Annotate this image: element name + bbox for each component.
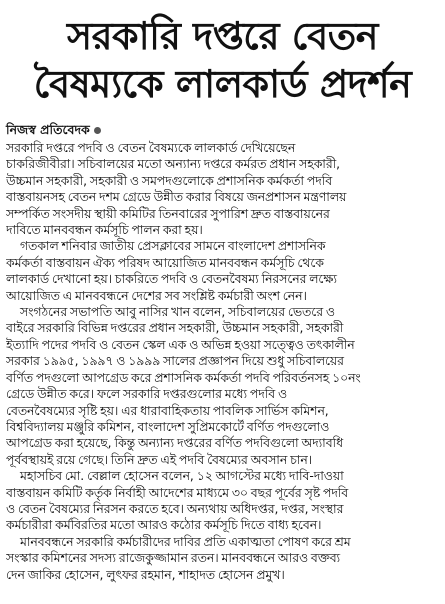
bullet-icon bbox=[94, 127, 101, 134]
text-line: দাবিতে মানববন্ধন কর্মসূচি পালন করা হয়। bbox=[6, 223, 203, 238]
headline bbox=[0, 12, 445, 108]
text-line: দেন জাকির হোসেন, লুৎফর রহমান, শাহাদত হোসেন প্রমুখ। bbox=[6, 567, 285, 582]
text-line: লালকার্ড দেখানো হয়। চাকরিতে পদবি ও বেতনবৈষম্য নিরসনের লক্ষ্যে bbox=[6, 272, 337, 287]
text-line: বাস্তবায়নসহ বেতন দশম গ্রেডে উন্নীত করার বিষয়ে জনপ্রশাসন মন্ত্রণালয় bbox=[6, 190, 347, 205]
text-line: ইত্যাদি পদের পদবি ও বেতন স্কেল এক ও অভিন্ন হওয়া সত্ত্বেও তৎকালীন bbox=[6, 337, 355, 352]
text-line: ও বেতন বৈষম্যের নিরসন করতে হবে। অন্যথায় অধিদপ্তর, দপ্তর, সংস্থার bbox=[6, 501, 344, 516]
headline-line-2: বৈষম্যকে লালকার্ড প্রদর্শন bbox=[33, 62, 412, 106]
text-line: গতকাল শনিবার জাতীয় প্রেসক্লাবের সামনে বাংলাদেশ প্রশাসনিক bbox=[20, 239, 326, 254]
text-line: মানববন্ধনে সরকারি কর্মচারীদের দাবির প্রতি একাত্মতা পোষণ করে শ্রম bbox=[20, 534, 351, 549]
text-line: আপগ্রেড করা হয়েছে, কিন্তু অন্যান্য দপ্তরের বর্ণিত পদবিগুলো অদ্যাবধি bbox=[6, 436, 343, 451]
text-line: আয়োজিত এ মানববন্ধনে দেশের সব সংশ্লিষ্ট কর্মচারী অংশ নেন। bbox=[6, 288, 307, 303]
text-line: গ্রেডে উন্নীত করে। ফলে সরকারি দপ্তরগুলোর মধ্যে পদবি ও bbox=[6, 387, 288, 402]
byline bbox=[6, 122, 445, 138]
text-line: চাকরিজীবীরা। সচিবালয়ের মতো অন্যান্য দপ্তরে কর্মরত প্রধান সহকারী, bbox=[6, 157, 341, 172]
text-line: বিশ্ববিদ্যালয় মঞ্জুরি কমিশন, বাংলাদেশ সুপ্রিমকোর্টে বর্ণিত পদগুলোও bbox=[6, 419, 330, 434]
text-line: বর্ণিত পদগুলো আপগ্রেড করে প্রশাসনিক কর্মকর্তা পদবি পরিবর্তনসহ ১০নং bbox=[6, 370, 361, 385]
headline-line-1: সরকারি দপ্তরে বেতন bbox=[67, 14, 378, 58]
article-body bbox=[6, 140, 441, 583]
text-line: কর্মকর্তা বাস্তবায়ন ঐক্য পরিষদ আয়োজিত মানববন্ধন কর্মসূচি থেকে bbox=[6, 255, 324, 270]
paragraph bbox=[6, 468, 441, 534]
text-line: সরকারি দপ্তরে পদবি ও বেতন বৈষম্যকে লালকার্ড দেখিয়েছেন bbox=[6, 141, 296, 155]
text-line: বাইরে সরকারি বিভিন্ন দপ্তরের প্রধান সহকারী, উচ্চমান সহকারী, সহকারী bbox=[6, 321, 344, 336]
text-line: কর্মচারীরা কর্মবিরতির মতো আরও কঠোর কর্মসূচি দিতে বাধ্য হবেন। bbox=[6, 518, 322, 533]
text-line: সংগঠনের সভাপতি আবু নাসির খান বলেন, সচিবালয়ের ভেতরে ও bbox=[20, 305, 335, 320]
paragraph bbox=[6, 140, 441, 238]
text-line: মহাসচিব মো. বেল্লাল হোসেন বলেন, ১২ আগস্টের মধ্যে দাবি-দাওয়া bbox=[20, 469, 344, 484]
text-line: সম্পর্কিত সংসদীয় স্থায়ী কমিটির তিনবারের সুপারিশ দ্রুত বাস্তবায়নের bbox=[6, 206, 330, 221]
paragraph bbox=[6, 238, 441, 304]
text-line: উচ্চমান সহকারী, সহকারী ও সমপদগুলোকে প্রশাসনিক কর্মকর্তা পদবি bbox=[6, 173, 333, 188]
paragraph bbox=[6, 534, 441, 583]
text-line: বেতনবৈষম্যের সৃষ্টি হয়। এর ধারাবাহিকতায় পাবলিক সার্ভিস কমিশন, bbox=[6, 403, 329, 418]
text-line: সরকার ১৯৯৫, ১৯৯৭ ও ১৯৯৯ সালের প্রজ্ঞাপন দিয়ে শুধু সচিবালয়ের bbox=[6, 354, 344, 369]
byline-text: নিজস্ব প্রতিবেদক bbox=[6, 122, 90, 137]
paragraph bbox=[6, 304, 441, 468]
text-line: পূর্ববস্থায়ই রয়ে গেছে। তিনি দ্রুত এই পদবি বৈষম্যের অবসান চান। bbox=[6, 452, 313, 467]
text-line: বাস্তবায়ন কমিটি কর্তৃক নির্বাহী আদেশের মাধ্যমে ৩০ বছর পূর্বের সৃষ্ট পদবি bbox=[6, 485, 349, 500]
text-line: সংস্কার কমিশনের সদস্য রাজেকুজ্জামান রতন। মানববন্ধনে আরও বক্তব্য bbox=[6, 551, 341, 566]
